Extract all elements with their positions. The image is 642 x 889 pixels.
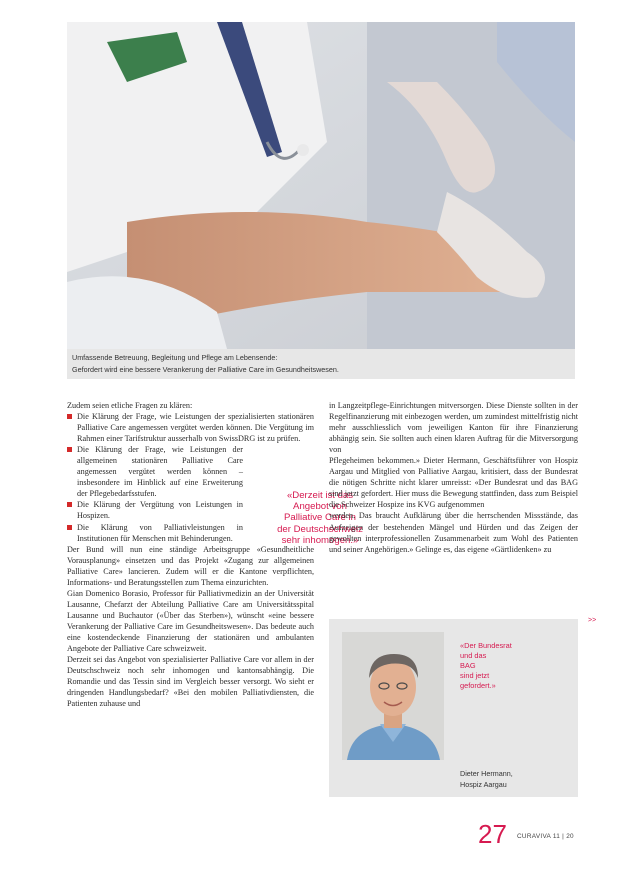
- body-paragraph: Der Bund will nun eine ständige Arbeitsgruppe «Gesundheitliche Vorausplanung» einsetzen und das Projekt «Zugang zur allgemeinen Palliative Care» lancieren. Zudem will er die Kantone verpflichten, Informations- und Beratungsstellen zum Thema einzurichten.: [67, 544, 314, 587]
- box-quote-line: «Der Bundesrat: [460, 641, 512, 650]
- body-paragraph: in Langzeitpflege-Einrichtungen mitversorgen. Diese Dienste sollten in der Regelfinanzierung mit einbezogen werden, um zumindest mittelfristig nicht mehr ausschliesslich vom jeweiligen Kanton für ihre Finanzierung abhängig sein. Sie sollten auch einen klaren Auftrag für die Mitversorgung von: [329, 401, 578, 455]
- photo-caption: [67, 349, 575, 379]
- caption-line-2: Gefordert wird eine bessere Verankerung der Palliative Care im Gesundheitswesen.: [72, 365, 339, 374]
- bullet-square-icon: [67, 502, 72, 507]
- portrait-photo: [342, 632, 444, 760]
- person-organization: Hospiz Aargau: [460, 779, 507, 789]
- list-item-text: Die Klärung der Frage, wie Leistungen der spezialisierten stationären Palliative Care angemessen vergütet werden können. Die Vergütung im Rahmen einer Tarifstruktur ausserhalb von SwissDRG ist zu prüfen.: [77, 412, 314, 444]
- pull-quote-line: Angebot von: [293, 501, 347, 513]
- hero-photo: [67, 22, 575, 349]
- bullet-square-icon: [67, 414, 72, 419]
- box-quote: [460, 641, 512, 691]
- page-number: 27: [478, 819, 507, 849]
- box-quote-line: sind jetzt: [460, 671, 490, 680]
- list-item-text: Die Klärung der Frage, wie Leistungen der allgemeinen stationären Palliative Care angemessen vergütet werden können – insbesondere im Hinblick auf eine Erweiterung der Pflegebedarfsstufen.: [77, 445, 243, 499]
- box-signature: [460, 769, 513, 790]
- caption-line-1: Umfassende Betreuung, Begleitung und Pflege am Lebensende:: [72, 353, 278, 362]
- list-item: [67, 411, 314, 444]
- body-paragraph: Gian Domenico Borasio, Professor für Palliativmedizin an der Universität Lausanne, Chefarzt der Abteilung Palliative Care am Universitätsspital Lausanne und Buchautor («Über das Sterben»), wünscht «eine bessere Verankerung der Palliative Care im Gesundheitswesen». Das bedeute auch eine kostendeckende Finanzierung der stationären und ambulanten Angebote der Palliative Care schweizweit.: [67, 588, 314, 654]
- list-item-text: Die Klärung der Vergütung von Leistungen in Hospizen.: [77, 500, 243, 521]
- list-item-text: Die Klärung von Palliativleistungen in Institutionen für Menschen mit Behinderungen.: [77, 522, 243, 543]
- intro-text: Zudem seien etliche Fragen zu klären:: [67, 401, 193, 410]
- box-quote-line: gefordert.»: [460, 681, 496, 690]
- pull-quote-line: «Derzeit ist das: [286, 490, 354, 501]
- continue-arrow-icon: >>: [588, 617, 597, 624]
- bullet-square-icon: [67, 525, 72, 530]
- pull-quote-line: Palliative Care in: [284, 512, 356, 524]
- person-name: Dieter Hermann,: [460, 769, 513, 778]
- pull-quote-line: der Deutschschweiz: [277, 523, 363, 535]
- box-quote-line: BAG: [460, 661, 476, 670]
- body-paragraph: Derzeit sei das Angebot von spezialisierter Palliative Care vor allem in der Deutschschweiz noch sehr inhomogen und kantonsabhängig. Die Romandie und das Tessin sind im Vergleich besser versorgt. Wo sieht er dringenden Handlungsbedarf? «Bei den mobilen Palliativdiensten, die Patienten zuhause und: [67, 655, 314, 709]
- body-paragraph-indented: Pflegeheimen bekommen.» Dieter Hermann, Geschäftsführer von Hospiz Aargau und Mitglied von Palliative Aargau, kritisiert, dass der Bundesrat die nötigen Schritte nicht klarer umreisst: «Der Bundesrat und das BAG sind jetzt gefordert. Hier muss die Bewegung stattfinden, dass zum Beispiel die Schweizer Hospize ins KVG aufgenommen: [329, 456, 578, 510]
- right-column: [329, 400, 578, 555]
- left-column: [67, 400, 314, 709]
- list-item: [67, 522, 243, 544]
- pull-quote-line: sehr inhomogen.»: [281, 534, 359, 546]
- bullet-square-icon: [67, 447, 72, 452]
- list-item: [67, 499, 243, 521]
- publication-label: CURAVIVA 11 | 20: [517, 833, 574, 840]
- body-paragraph: werden. Das braucht Aufklärung über die herrschenden Missstände, das Aufzeigen der bestehenden Mängel und Hürden und das Zeigen der gewollten interprofessionellen Zusammenarbeit zum Wohl des Patienten und seiner Angehörigen.» Gelinge es, das eigene «Gärtlidenken» zu: [329, 511, 578, 554]
- quote-box: [329, 619, 578, 797]
- list-item: [67, 444, 243, 499]
- box-quote-line: und das: [460, 651, 487, 660]
